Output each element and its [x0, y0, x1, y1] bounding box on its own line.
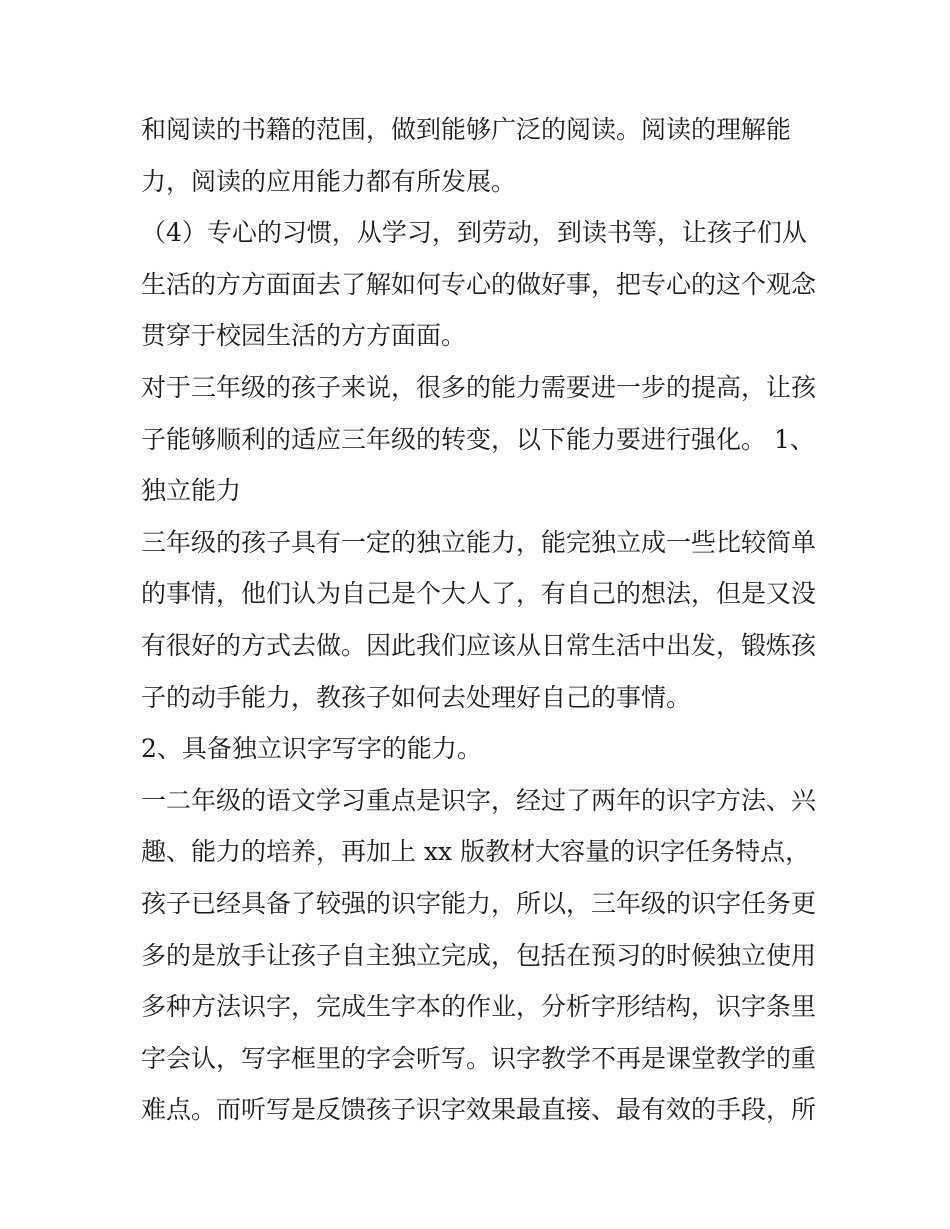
text-line: 子能够顺利的适应三年级的转变，以下能力要进行强化。 1、 — [141, 424, 815, 454]
text-line: 难点。而听写是反馈孩子识字效果最直接、最有效的手段，所 — [141, 1095, 817, 1125]
text-line: 多的是放手让孩子自主独立完成，包括在预习的时候独立使用 — [141, 940, 817, 970]
text-line: 一二年级的语文学习重点是识字，经过了两年的识字方法、兴 — [141, 785, 817, 815]
text-line: 和阅读的书籍的范围，做到能够广泛的阅读。阅读的理解能 — [141, 115, 792, 144]
text-line: （4）专心的习惯，从学习，到劳动，到读书等，让孩子们从 — [141, 218, 807, 248]
text-line: 字会认，写字框里的字会听写。识字教学不再是课堂教学的重 — [141, 1043, 817, 1073]
text-line: 子的动手能力，教孩子如何去处理好自己的事情。 — [141, 682, 692, 712]
text-line: 孩子已经具备了较强的识字能力，所以，三年级的识字任务更 — [141, 888, 817, 918]
text-line: 趣、能力的培养，再加上 xx 版教材大容量的识字任务特点， — [141, 837, 811, 867]
text-line: 贯穿于校园生活的方方面面。 — [141, 321, 467, 351]
text-line: 有很好的方式去做。因此我们应该从日常生活中出发，锻炼孩 — [141, 630, 817, 660]
document-body — [141, 104, 821, 1136]
text-line: 生活的方方面面去了解如何专心的做好事，把专心的这个观念 — [141, 269, 817, 299]
text-line: 力，阅读的应用能力都有所发展。 — [141, 166, 517, 196]
text-line: 的事情，他们认为自己是个大人了，有自己的想法，但是又没 — [141, 579, 817, 609]
section-heading: 2、具备独立识字写字的能力。 — [141, 734, 482, 764]
text-line: 对于三年级的孩子来说，很多的能力需要进一步的提高，让孩 — [141, 372, 817, 402]
section-heading: 独立能力 — [141, 476, 242, 506]
text-line: 三年级的孩子具有一定的独立能力，能完独立成一些比较简单 — [141, 527, 817, 557]
text-line: 多种方法识字，完成生字本的作业，分析字形结构，识字条里 — [141, 992, 817, 1022]
